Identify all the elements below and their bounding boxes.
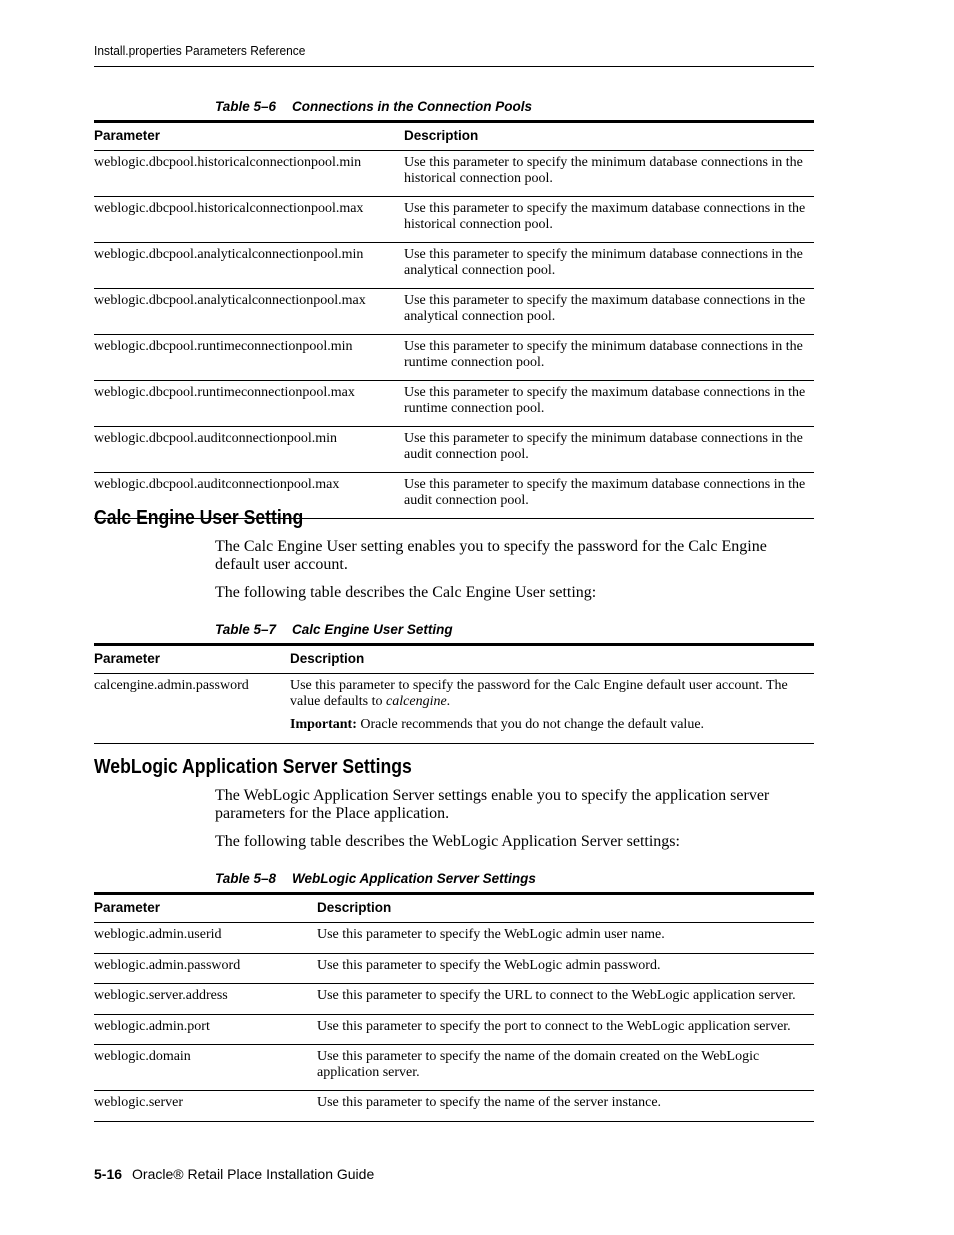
table-row <box>94 923 814 954</box>
description-cell: Use this parameter to specify the WebLogic admin user name. <box>317 923 814 954</box>
parameter-cell: weblogic.dbcpool.auditconnectionpool.min <box>94 427 404 473</box>
page-number: 5-16 <box>94 1166 123 1182</box>
description-cell <box>290 674 814 744</box>
description-cell: Use this parameter to specify the minimum database connections in the historical connection pool. <box>404 151 814 197</box>
table-header-row <box>94 645 814 674</box>
table-row <box>94 1091 814 1122</box>
table-row <box>94 674 814 744</box>
default-value: calcengine <box>386 693 447 709</box>
column-header-description: Description <box>290 645 814 674</box>
description-cell: Use this parameter to specify the minimum database connections in the runtime connection pool. <box>404 335 814 381</box>
table-5-8-caption <box>215 871 536 886</box>
description-cell: Use this parameter to specify the URL to connect to the WebLogic application server. <box>317 984 814 1015</box>
important-note <box>290 717 808 733</box>
table-row <box>94 335 814 381</box>
parameter-cell: weblogic.dbcpool.auditconnectionpool.max <box>94 473 404 519</box>
description-cell: Use this parameter to specify the WebLogic admin password. <box>317 953 814 984</box>
important-label: Important: <box>290 717 357 732</box>
description-cell: Use this parameter to specify the minimum database connections in the analytical connection pool. <box>404 243 814 289</box>
header-rule <box>94 66 814 67</box>
page-footer <box>94 1166 374 1182</box>
description-cell: Use this parameter to specify the maximum database connections in the historical connection pool. <box>404 197 814 243</box>
caption-number: Table 5–8 <box>215 871 277 886</box>
table-row <box>94 953 814 984</box>
parameter-cell: weblogic.dbcpool.historicalconnectionpool.min <box>94 151 404 197</box>
parameter-cell: calcengine.admin.password <box>94 674 290 744</box>
description-end: . <box>446 693 451 709</box>
connection-pools-table <box>94 120 814 519</box>
running-header: Install.properties Parameters Reference <box>94 43 306 58</box>
parameter-cell: weblogic.admin.userid <box>94 923 317 954</box>
parameter-cell: weblogic.dbcpool.analyticalconnectionpool.min <box>94 243 404 289</box>
column-header-parameter: Parameter <box>94 894 317 923</box>
description-cell: Use this parameter to specify the maximum database connections in the audit connection pool. <box>404 473 814 519</box>
table-row <box>94 197 814 243</box>
table-row <box>94 1045 814 1091</box>
parameter-cell: weblogic.admin.port <box>94 1014 317 1045</box>
description-cell: Use this parameter to specify the name of the domain created on the WebLogic application server. <box>317 1045 814 1091</box>
calc-engine-user-table <box>94 643 814 744</box>
table-row <box>94 984 814 1015</box>
description-cell: Use this parameter to specify the name of the server instance. <box>317 1091 814 1122</box>
parameter-cell: weblogic.domain <box>94 1045 317 1091</box>
description-text: Use this parameter to specify the password for the Calc Engine default user account. The value defaults to <box>290 678 788 709</box>
parameter-cell: weblogic.dbcpool.historicalconnectionpool.max <box>94 197 404 243</box>
calc-engine-table-lead-paragraph: The following table describes the Calc Engine User setting: <box>215 584 597 601</box>
table-row <box>94 289 814 335</box>
description-cell: Use this parameter to specify the maximum database connections in the runtime connection pool. <box>404 381 814 427</box>
calc-engine-intro-paragraph: The Calc Engine User setting enables you to specify the password for the Calc Engine default user account. <box>215 538 767 573</box>
column-header-description: Description <box>317 894 814 923</box>
table-5-6-caption <box>215 99 532 114</box>
table-row <box>94 427 814 473</box>
parameter-cell: weblogic.admin.password <box>94 953 317 984</box>
table-row <box>94 151 814 197</box>
parameter-cell: weblogic.server.address <box>94 984 317 1015</box>
description-cell: Use this parameter to specify the minimum database connections in the audit connection pool. <box>404 427 814 473</box>
column-header-parameter: Parameter <box>94 645 290 674</box>
table-row <box>94 381 814 427</box>
caption-title: WebLogic Application Server Settings <box>292 871 536 886</box>
book-title: Oracle® Retail Place Installation Guide <box>132 1166 375 1182</box>
table-row <box>94 243 814 289</box>
parameter-cell: weblogic.dbcpool.runtimeconnectionpool.max <box>94 381 404 427</box>
important-text: Oracle recommends that you do not change the default value. <box>356 717 705 732</box>
column-header-description: Description <box>404 122 814 151</box>
column-header-parameter: Parameter <box>94 122 404 151</box>
weblogic-section-title: WebLogic Application Server Settings <box>94 756 412 778</box>
parameter-cell: weblogic.dbcpool.runtimeconnectionpool.min <box>94 335 404 381</box>
description-cell: Use this parameter to specify the maximum database connections in the analytical connection pool. <box>404 289 814 335</box>
caption-title: Connections in the Connection Pools <box>292 99 533 114</box>
parameter-cell: weblogic.dbcpool.analyticalconnectionpool.max <box>94 289 404 335</box>
caption-number: Table 5–7 <box>215 622 277 637</box>
description-cell: Use this parameter to specify the port to connect to the WebLogic application server. <box>317 1014 814 1045</box>
weblogic-table-lead-paragraph: The following table describes the WebLogic Application Server settings: <box>215 833 680 850</box>
table-row <box>94 1014 814 1045</box>
table-header-row <box>94 894 814 923</box>
weblogic-settings-table <box>94 892 814 1122</box>
table-header-row <box>94 122 814 151</box>
table-5-7-caption <box>215 622 453 637</box>
weblogic-intro-paragraph: The WebLogic Application Server settings enable you to specify the application server parameters for the Place application. <box>215 787 770 822</box>
parameter-cell: weblogic.server <box>94 1091 317 1122</box>
caption-number: Table 5–6 <box>215 99 277 114</box>
calc-engine-section-title: Calc Engine User Setting <box>94 507 304 529</box>
caption-title: Calc Engine User Setting <box>292 622 453 637</box>
